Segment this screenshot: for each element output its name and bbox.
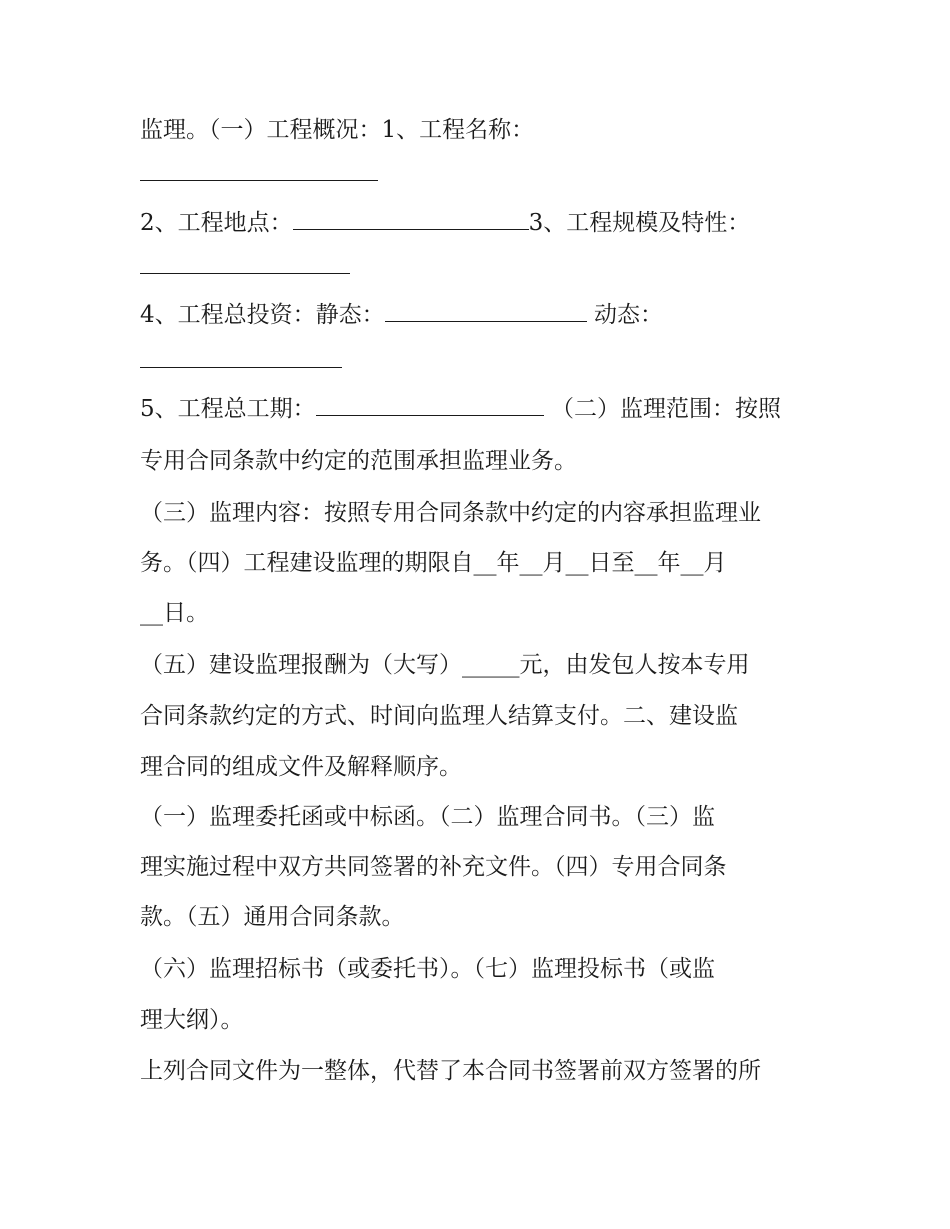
text-documents-4: （六）监理招标书（或委托书）。（七）监理投标书（或监 <box>140 956 715 982</box>
blank-project-scale <box>140 273 350 274</box>
line-investment <box>140 299 663 331</box>
line-project-name <box>140 114 534 146</box>
line-project-location <box>140 207 750 239</box>
line-documents-2 <box>140 851 727 883</box>
text-project-overview: 监理。（一）工程概况：1、工程名称： <box>140 117 535 143</box>
text-documents-1: （一）监理委托函或中标函。（二）监理合同书。（三）监 <box>140 804 715 830</box>
line-documents-5 <box>140 1004 244 1036</box>
text-term-end: __日。 <box>140 600 209 626</box>
text-scope: 专用合同条款中约定的范围承担监理业务。 <box>140 448 577 474</box>
line-payment <box>140 700 738 732</box>
line-documents-3 <box>140 901 405 933</box>
text-fee: （五）建设监理报酬为（大写）_____元，由发包人按本专用 <box>140 652 750 678</box>
text-documents-2: 理实施过程中双方共同签署的补充文件。（四）专用合同条 <box>140 854 727 880</box>
text-integral: 上列合同文件为一整体，代替了本合同书签署前双方签署的所 <box>140 1058 761 1084</box>
blank-project-name <box>140 180 378 181</box>
line-term-end <box>140 597 209 629</box>
text-investment-static: 4、工程总投资：静态： <box>140 302 385 328</box>
line-duration <box>140 393 781 425</box>
text-investment-dynamic: 动态： <box>593 302 663 328</box>
line-integral <box>140 1055 761 1087</box>
text-documents-3: 款。（五）通用合同条款。 <box>140 904 405 930</box>
line-documents-1 <box>140 801 715 833</box>
text-content: （三）监理内容：按照专用合同条款中约定的内容承担监理业 <box>140 500 761 526</box>
text-project-scale: 3、工程规模及特性： <box>528 210 751 236</box>
text-duration: 5、工程总工期： <box>140 396 316 422</box>
line-documents-4 <box>140 953 715 985</box>
text-project-location: 2、工程地点： <box>140 210 293 236</box>
line-content <box>140 497 761 529</box>
line-fee <box>140 649 750 681</box>
text-documents-order: 理合同的组成文件及解释顺序。 <box>140 754 462 780</box>
line-term <box>140 547 727 579</box>
line-documents-order <box>140 751 462 783</box>
text-documents-5: 理大纲）。 <box>140 1007 244 1033</box>
text-term: 务。（四）工程建设监理的期限自__年__月__日至__年__月 <box>140 550 727 576</box>
blank-project-location <box>293 207 529 230</box>
text-payment: 合同条款约定的方式、时间向监理人结算支付。二、建设监 <box>140 703 738 729</box>
text-scope-heading: （二）监理范围：按照 <box>550 396 781 422</box>
line-scope <box>140 445 577 477</box>
blank-investment-static <box>385 299 587 322</box>
blank-duration <box>316 393 544 416</box>
blank-investment-dynamic <box>140 367 342 368</box>
